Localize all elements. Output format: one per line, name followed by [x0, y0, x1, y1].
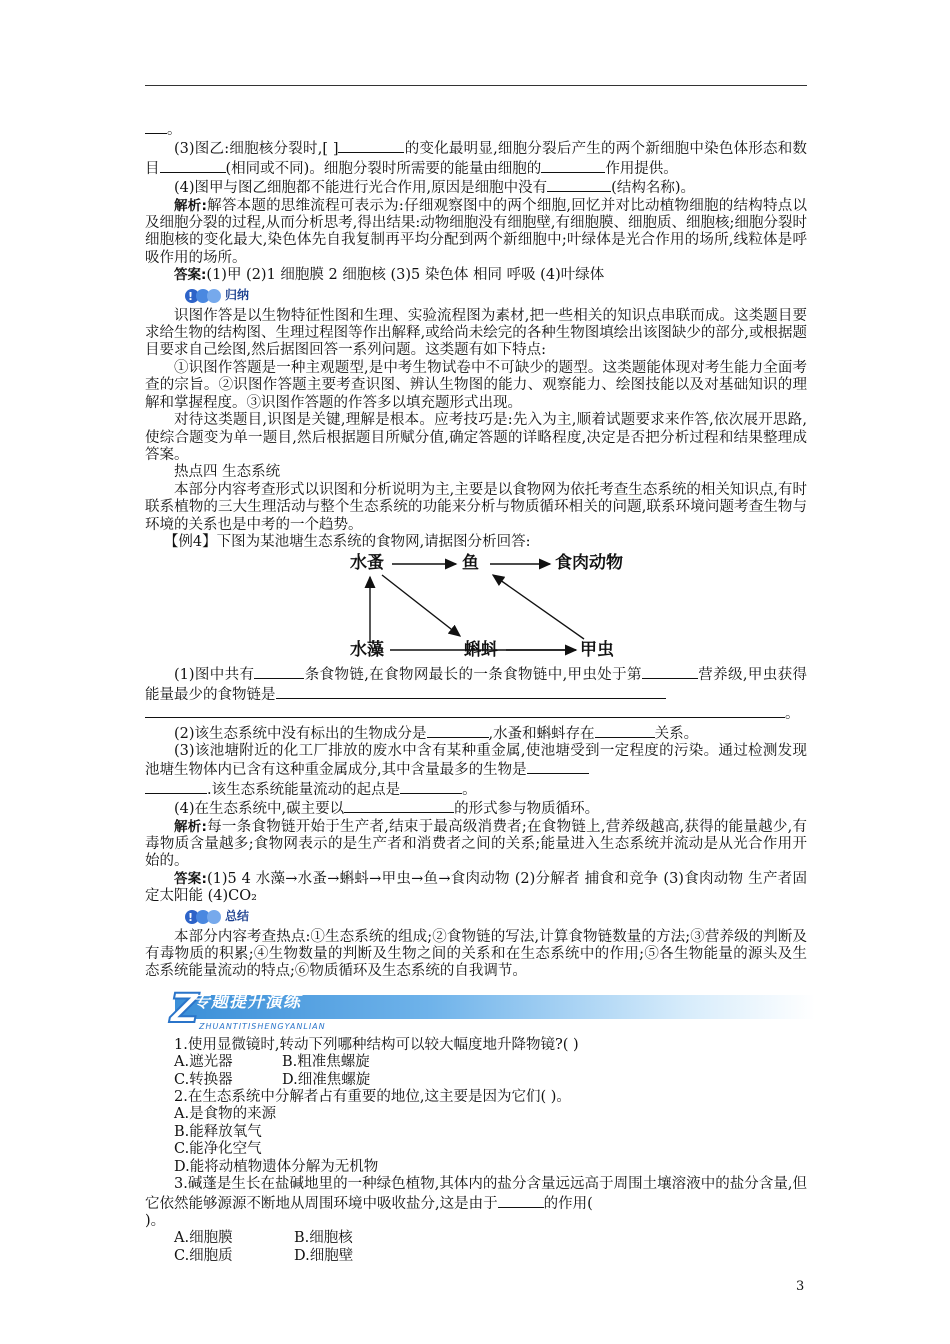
page-number: 3 [796, 1279, 805, 1294]
example-4-q3: (3)该池塘附近的化工厂排放的废水中含有某种重金属,使池塘受到一定程度的污染。通过检测发现池塘生物体内已含有这种重金属成分,其中含量最多的生物是 .该生态系统能量流动的起点是 。 [145, 742, 807, 798]
banner-subtitle: ZHUANTITISHENGYANLIAN [199, 1021, 326, 1031]
summary-tag-guina: ! 归纳 [185, 287, 807, 306]
header-rule [145, 85, 807, 86]
arrow-jiachong-to-yu [493, 575, 584, 639]
node-shuizao: 水蚤 [350, 553, 384, 574]
guina-paragraph-1: 识图作答是以生物特征性图和生理、实验流程图为素材,把一些相关的知识点串联而成。这类题目要求给生物的结构图、生理过程图等作出解释,或给尚未绘完的各种生物图填绘出该图缺少的部分,或根据题目要求自己绘图,然后据图回答一系列问题。这类题有如下特点: [145, 307, 807, 359]
summary-tag-zongjie: ! 总结 [185, 908, 807, 927]
q1-option-c: C.转换器 [174, 1071, 233, 1088]
question-2-options [145, 1106, 807, 1176]
q1-option-a: A.遮光器 [174, 1054, 233, 1071]
line-continuation: 。 [145, 120, 807, 139]
q3-option-b: B.细胞核 [294, 1230, 353, 1247]
question-3-options [145, 1230, 807, 1265]
question-3: 3.碱蓬是生长在盐碱地里的一种绿色植物,其体内的盐分含量远远高于周围土壤溶液中的盐分含量,但它依然能够源源不断地从周围环境中吸收盐分,这是由于 的作用( )。 [145, 1176, 807, 1229]
q2-option-b: B.能释放氧气 [174, 1123, 262, 1140]
arrow-shuizao-to-kedou [382, 575, 460, 636]
q3-text: (3)图乙:细胞核分裂时,[ ] 的变化最明显,细胞分裂后产生的两个新细胞中染色体形态和数目 (相同或不同)。细胞分裂时所需要的能量由细胞的 作用提供。 [145, 141, 807, 177]
q1-option-d: D.细准焦螺旋 [282, 1071, 371, 1088]
q2-option-d: D.能将动植物遗体分解为无机物 [174, 1158, 379, 1175]
hotspot-4-heading: 热点四 生态系统 [174, 464, 281, 481]
node-shuizao-alga: 水藻 [350, 640, 384, 661]
q2-option-a: A.是食物的来源 [174, 1106, 277, 1123]
q3-option-c: C.细胞质 [174, 1247, 233, 1264]
q3-option-d: D.细胞壁 [294, 1247, 354, 1264]
example-4-q2: (2)该生态系统中没有标出的生物成分是 ,水蚤和蝌蚪存在 关系。 [174, 725, 699, 742]
banner-title: 专题提升演练 [193, 991, 301, 1012]
answer-1: 答案:(1)甲 (2)1 细胞膜 2 细胞核 (3)5 染色体 相同 呼吸 (4)叶绿体 [174, 267, 605, 284]
q2-option-c: C.能净化空气 [174, 1141, 262, 1158]
q1-option-b: B.粗准焦螺旋 [282, 1054, 370, 1071]
question-2: 2.在生态系统中分解者占有重要的地位,这主要是因为它们( )。 [174, 1089, 571, 1106]
question-1: 1.使用显微镜时,转动下列哪种结构可以较大幅度地升降物镜?( ) [174, 1036, 579, 1053]
node-kedou: 蝌蚪 [464, 640, 498, 661]
q4-text: (4)图甲与图乙细胞都不能进行光合作用,原因是细胞中没有 (结构名称)。 [174, 180, 695, 197]
section-banner [135, 987, 815, 1033]
analysis-1: 解析:解答本题的思维流程可表示为:仔细观察图中的两个细胞,回忆并对比动植物细胞的结构特点以及细胞分裂的过程,从而分析思考,得出结果:动物细胞没有细胞壁,有细胞膜、细胞质、细胞核;细胞分裂时细胞核的变化最大,染色体先自我复制再平均分配到两个新细胞中;叶绿体是光合作用的场所,线粒体是呼吸作用的场所。 [145, 197, 807, 266]
bubble-icon: ! [185, 909, 221, 926]
example-4-q1: (1)图中共有 条食物链,在食物网最长的一条食物链中,甲虫处于第 营养级,甲虫获得能量最少的食物链是 。 [145, 667, 808, 723]
banner-z-logo: Z [170, 985, 200, 1032]
node-shirou: 食肉动物 [555, 553, 623, 574]
answer-2: 答案:(1)5 4 水藻→水蚤→蝌蚪→甲虫→鱼→食肉动物 (2)分解者 捕食和竞争 (3)食肉动物 生产者固定太阳能 (4)CO₂ [145, 870, 808, 905]
bubble-icon: ! [185, 288, 221, 305]
zongjie-paragraph: 本部分内容考查热点:①生态系统的组成;②食物链的写法,计算食物链数量的方法;③营养级的判断及有毒物质的积累;④生物数量的判断及生物之间的关系和在生态系统中的作用;⑤各生物能量的源头及生态系统能量流动的特点;⑥物质循环及生态系统的自我调节。 [145, 928, 807, 980]
food-web-diagram [350, 553, 670, 663]
node-yu: 鱼 [462, 553, 479, 574]
example-4-title: 【例4】下图为某池塘生态系统的食物网,请据图分析回答: [163, 533, 531, 550]
example-4-q4: (4)在生态系统中,碳主要以 的形式参与物质循环。 [174, 801, 600, 818]
guina-paragraph-3: 对待这类题目,识图是关键,理解是根本。应考技巧是:先入为主,顺着试题要求来作答,依次展开思路,使综合题变为单一题目,然后根据题目所赋分值,确定答题的详略程度,决定是否把分析过程和结果整理成答案。 [145, 412, 807, 463]
q3-option-a: A.细胞膜 [174, 1230, 233, 1247]
hotspot-4-text: 本部分内容考查形式以识图和分析说明为主,主要是以食物网为依托考查生态系统的相关知识点,有时联系植物的三大生理活动与整个生态系统的功能来分析与物质循环相关的问题,联系环境问题考查生物与环境的关系也是中考的一个趋势。 [145, 481, 807, 533]
node-jiachong: 甲虫 [580, 640, 614, 661]
analysis-2: 解析:每一条食物链开始于生产者,结束于最高级消费者;在食物链上,营养级越高,获得的能量越少,有毒物质含量越多;食物网表示的是生产者和消费者之间的关系;能量进入生态系统并流动是从光合作用开始的。 [145, 818, 807, 870]
guina-paragraph-2: ①识图作答题是一种主观题型,是中考生物试卷中不可缺少的题型。这类题能体现对考生能力全面考查的宗旨。②识图作答题主要考查识图、辨认生物图的能力、观察能力、绘图技能以及对基础知识的理解和掌握程度。③识图作答题的作答多以填充题形式出现。 [145, 359, 807, 411]
question-1-options [145, 1054, 807, 1089]
page-body [145, 120, 807, 1265]
